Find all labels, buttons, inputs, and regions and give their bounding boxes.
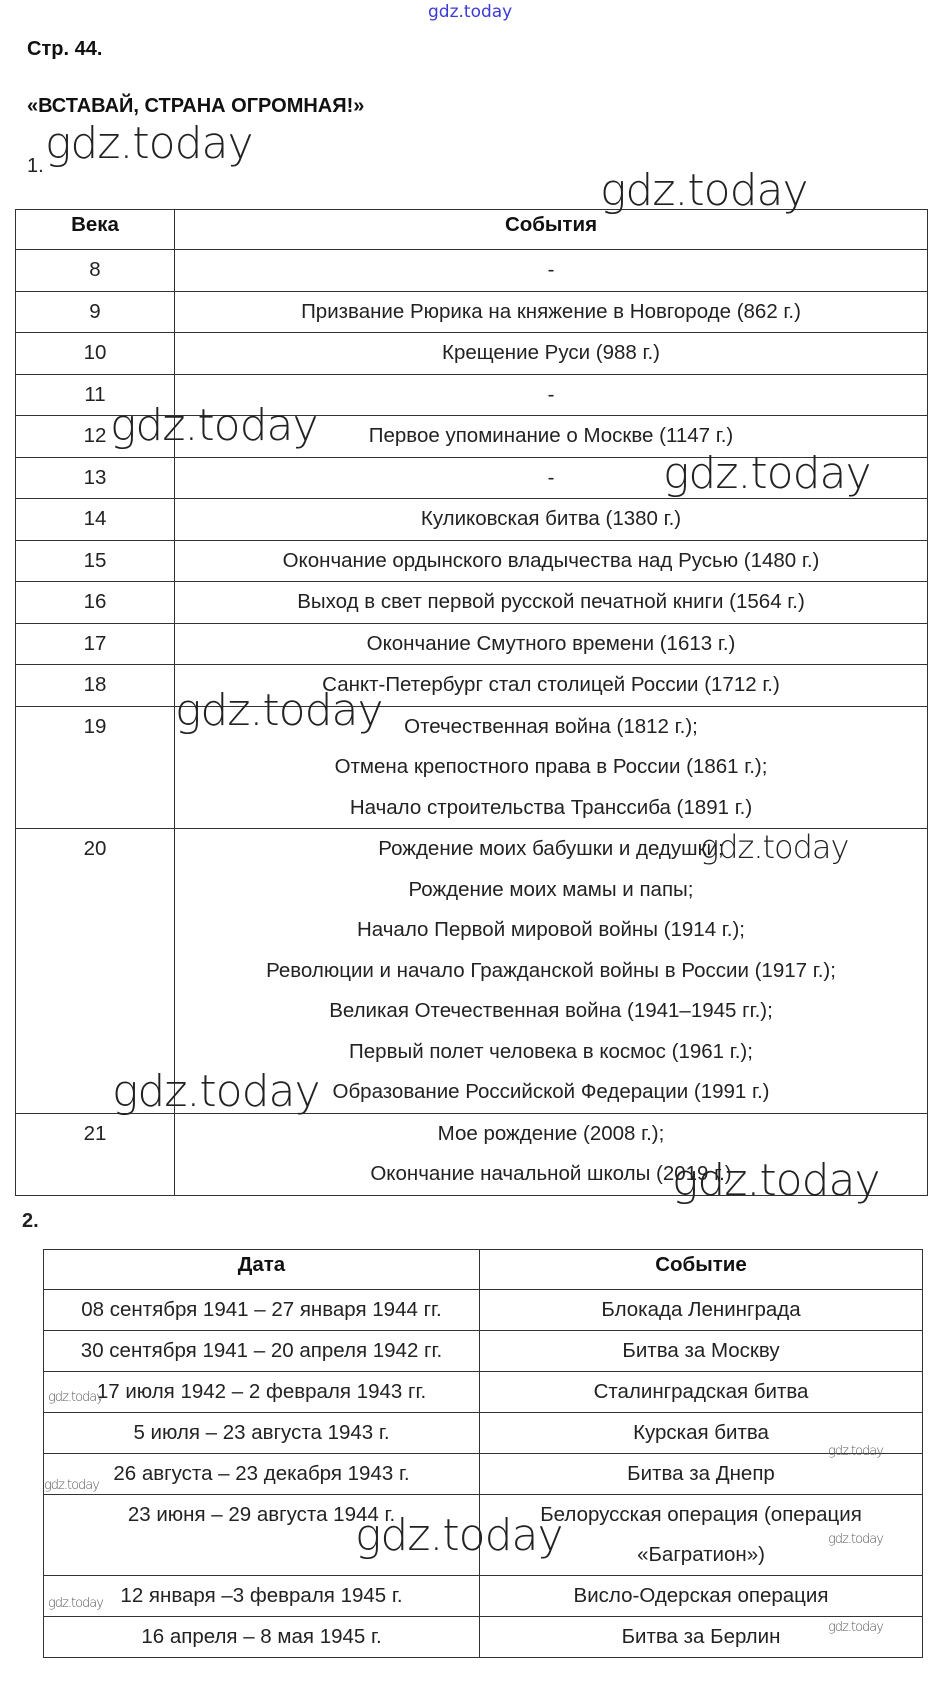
event-cell (480, 1290, 923, 1331)
century-cell: 13 (16, 457, 175, 499)
watermark: gdz.today (110, 400, 318, 451)
watermark: gdz.today (175, 685, 383, 736)
table-row (16, 582, 928, 624)
table-row (44, 1413, 923, 1454)
watermark: gdz.today (48, 1390, 103, 1405)
watermark: gdz.today (828, 1620, 883, 1635)
table-row (44, 1617, 923, 1658)
century-cell: 15 (16, 540, 175, 582)
watermark: gdz.today (672, 1155, 880, 1206)
event-text: Крещение Руси (988 г.) (442, 341, 660, 364)
events-cell (175, 250, 928, 292)
events-cell (175, 623, 928, 665)
event-text: - (547, 382, 555, 406)
header-event: Событие (480, 1250, 923, 1290)
header-centuries: Века (16, 210, 175, 250)
century-cell: 14 (16, 499, 175, 541)
century-cell: 17 (16, 623, 175, 665)
table-row (16, 333, 928, 375)
century-cell: 21 (16, 1113, 175, 1195)
table-row (44, 1331, 923, 1372)
watermark-top: gdz.today (428, 2, 513, 22)
event-text: Битва за Днепр (627, 1462, 775, 1485)
event-text: «Багратион») (637, 1543, 765, 1566)
table-header (44, 1250, 923, 1290)
event-text: Окончание начальной школы (2019 г.) (370, 1162, 732, 1185)
event-text: Блокада Ленинграда (601, 1298, 801, 1321)
centuries-table (15, 209, 928, 1196)
watermark: gdz.today (355, 1510, 563, 1561)
events-cell (175, 540, 928, 582)
century-cell: 8 (16, 250, 175, 292)
event-text: Мое рождение (2008 г.); (437, 1121, 665, 1145)
events-cell (175, 582, 928, 624)
task2-number: 2. (22, 1210, 39, 1232)
event-cell (480, 1454, 923, 1495)
watermark: gdz.today (700, 828, 849, 866)
event-text: Призвание Рюрика на княжение в Новгороде (862 г.) (301, 299, 801, 323)
date-cell: 12 января –3 февраля 1945 г. (44, 1576, 480, 1617)
event-text: Образование Российской Федерации (1991 г.) (332, 1080, 770, 1103)
date-cell: 23 июня – 29 августа 1944 г. (44, 1495, 480, 1576)
event-text: Окончание Смутного времени (1613 г.) (366, 631, 736, 655)
table-row (16, 623, 928, 665)
century-cell: 20 (16, 829, 175, 1114)
battles-table (43, 1249, 923, 1658)
event-text: Отечественная война (1812 г.); (404, 714, 698, 738)
table-row (16, 540, 928, 582)
century-cell: 19 (16, 706, 175, 829)
table-row (16, 499, 928, 541)
events-cell (175, 333, 928, 375)
watermark: gdz.today (828, 1444, 883, 1459)
events-cell (175, 499, 928, 541)
table-row (16, 665, 928, 707)
century-cell: 16 (16, 582, 175, 624)
century-cell: 11 (16, 374, 175, 416)
event-text: Окончание ордынского владычества над Русью (1480 г.) (282, 548, 820, 572)
event-text: Начало строительства Транссиба (1891 г.) (349, 795, 753, 819)
table-row (16, 250, 928, 292)
event-text: Рождение моих бабушки и дедушки; (378, 837, 724, 860)
page-label: Стр. 44. (27, 38, 103, 60)
century-cell: 18 (16, 665, 175, 707)
century-cell: 10 (16, 333, 175, 375)
event-text: Первый полет человека в космос (1961 г.); (349, 1039, 753, 1063)
watermark: gdz.today (828, 1532, 883, 1547)
header-date: Дата (44, 1250, 480, 1290)
event-text: Куликовская битва (1380 г.) (420, 507, 682, 530)
event-text: Битва за Москву (622, 1339, 780, 1362)
event-cell (480, 1372, 923, 1413)
date-cell: 5 июля – 23 августа 1943 г. (44, 1413, 480, 1454)
date-cell: 30 сентября 1941 – 20 апреля 1942 гг. (44, 1331, 480, 1372)
event-text: Сталинградская битва (593, 1380, 809, 1403)
table-row (44, 1454, 923, 1495)
event-text: - (547, 465, 555, 489)
table-row (44, 1372, 923, 1413)
event-text: Революции и начало Гражданской войны в России (1917 г.); (266, 958, 836, 982)
watermark: gdz.today (45, 118, 253, 169)
page-title: «ВСТАВАЙ, СТРАНА ОГРОМНАЯ!» (27, 95, 365, 117)
event-text: - (547, 258, 555, 281)
watermark: gdz.today (44, 1478, 99, 1493)
century-cell: 12 (16, 416, 175, 458)
task1-number: 1. (27, 155, 44, 177)
event-text: Отмена крепостного права в России (1861 г.); (334, 755, 768, 778)
event-text: Выход в свет первой русской печатной книги (1564 г.) (297, 590, 805, 613)
event-text: Великая Отечественная война (1941–1945 гг.); (329, 999, 773, 1022)
event-cell (480, 1576, 923, 1617)
event-text: Рождение моих мамы и папы; (408, 877, 694, 901)
event-text: Курская битва (633, 1421, 769, 1444)
event-text: Первое упоминание о Москве (1147 г.) (368, 424, 734, 447)
events-cell (175, 291, 928, 333)
watermark: gdz.today (112, 1066, 320, 1117)
date-cell: 17 июля 1942 – 2 февраля 1943 гг. (44, 1372, 480, 1413)
event-text: Санкт-Петербург стал столицей России (1712 г.) (322, 673, 780, 696)
watermark: gdz.today (663, 448, 871, 499)
table-row (16, 706, 928, 829)
watermark: gdz.today (48, 1596, 103, 1611)
table-row (16, 291, 928, 333)
century-cell: 9 (16, 291, 175, 333)
event-text: Белорусская операция (операция (540, 1503, 862, 1526)
watermark: gdz.today (600, 165, 808, 216)
table-row (44, 1290, 923, 1331)
event-text: Битва за Берлин (621, 1625, 781, 1648)
event-text: Висло-Одерская операция (573, 1584, 829, 1607)
date-cell: 08 сентября 1941 – 27 января 1944 гг. (44, 1290, 480, 1331)
table-row (44, 1576, 923, 1617)
date-cell: 26 августа – 23 декабря 1943 г. (44, 1454, 480, 1495)
event-text: Начало Первой мировой войны (1914 г.); (356, 918, 745, 941)
header-events: События (175, 210, 928, 250)
event-cell (480, 1331, 923, 1372)
date-cell: 16 апреля – 8 мая 1945 г. (44, 1617, 480, 1658)
